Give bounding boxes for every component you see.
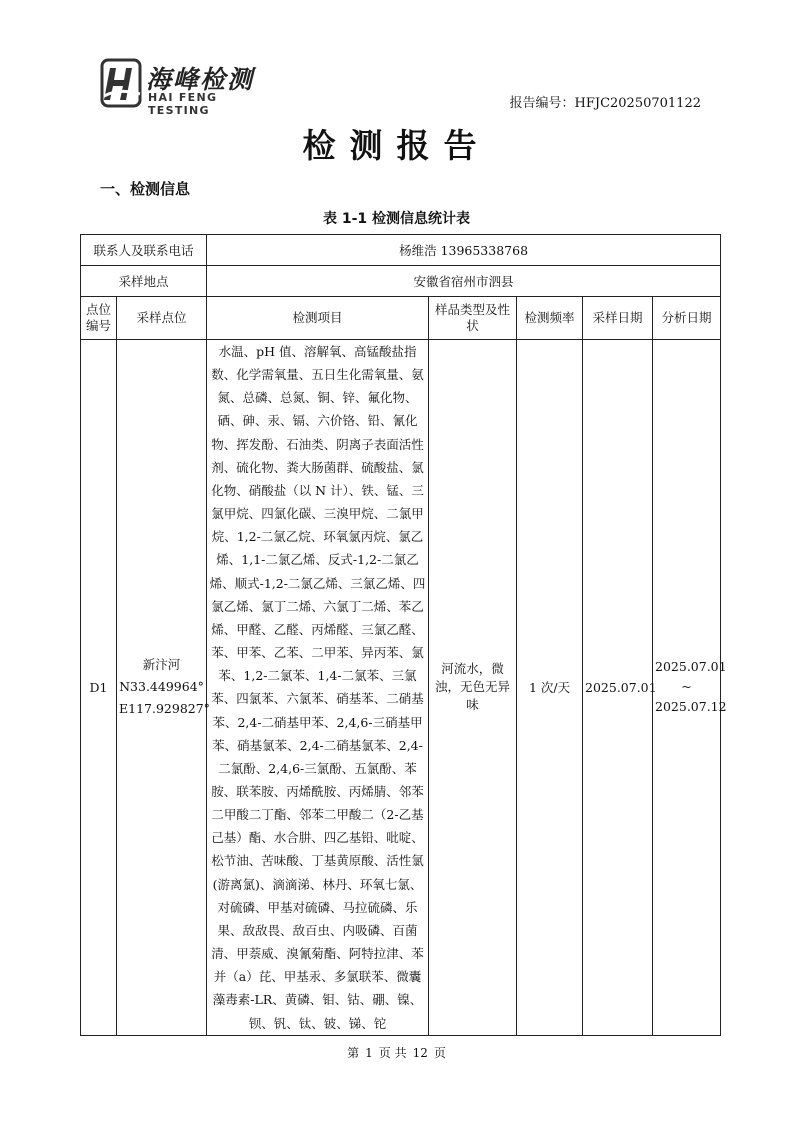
analysis-date-cell [653,340,727,1036]
col-analysis-date: 分析日期 [653,297,721,340]
col-sampling-point: 采样点位 [117,297,207,340]
sample-type-cell: 河流水，微浊，无色无异味 [429,340,517,1036]
company-logo [100,58,270,117]
page-prefix: 第 [347,1046,360,1060]
page-total: 12 [412,1046,428,1060]
location-row [81,266,721,297]
table-header-row [81,297,721,340]
col-sampling-date: 采样日期 [583,297,653,340]
detection-info-table [80,234,727,1036]
analysis-end: 2025.07.12 [655,699,727,715]
report-number-value: HFJC20250701122 [574,96,701,111]
point-latitude: N33.449964° [119,679,204,695]
sampling-point-cell [117,340,210,1036]
col-frequency: 检测频率 [517,297,583,340]
page-number: 1 [365,1046,373,1060]
contact-label: 联系人及联系电话 [81,235,207,266]
logo-chinese-text: 海峰检测 [146,65,255,94]
page-mid: 页 共 [378,1046,407,1060]
contact-row [81,235,721,266]
frequency-cell: 1 次/天 [517,340,583,1036]
point-name: 新汴河 [142,657,181,673]
page-footer [0,1044,793,1061]
haifeng-logo-icon [100,58,144,110]
location-value: 安徽省宿州市泗县 [207,266,721,297]
table-row [81,340,721,1036]
sampling-date-cell: 2025.07.01 [583,340,653,1036]
section-title: 一、检测信息 [100,180,191,198]
analysis-start: 2025.07.01 [655,659,727,675]
location-label: 采样地点 [81,266,207,297]
col-items: 检测项目 [207,297,429,340]
point-longitude: E117.929827° [119,701,210,717]
contact-value: 杨维浩 13965338768 [207,235,721,266]
col-point-no: 点位编号 [81,297,117,340]
table-caption: 表 1-1 检测信息统计表 [322,211,471,227]
page-title: 检测报告 [302,126,491,165]
page-suffix: 页 [433,1046,446,1060]
col-sample-type: 样品类型及性状 [429,297,517,340]
point-no-cell: D1 [81,340,117,1036]
analysis-separator: ~ [681,679,692,695]
report-number [509,92,701,111]
items-cell: 水温、pH 值、溶解氧、高锰酸盐指数、化学需氧量、五日生化需氧量、氨氮、总磷、总氮、铜、锌、氟化物、硒、砷、汞、镉、六价铬、铅、氰化物、挥发酚、石油类、阴离子表面活性剂、硫化物、粪大肠菌群、硫酸盐、氯化物、硝酸盐（以 N 计）、铁、锰、三氯甲烷、四氯化碳、三溴甲烷、二氯甲烷、1,2-二氯乙烷、环氧氯丙烷、氯乙烯、1,1-二氯乙烯、反式-1,2-二氯乙烯、顺式-1,2-二氯乙烯、三氯乙烯、四氯乙烯、氯丁二烯、六氯丁二烯、苯乙烯、甲醛、乙醛、丙烯醛、三氯乙醛、苯、甲苯、乙苯、二甲苯、异丙苯、氯苯、1,2-二氯苯、1,4-二氯苯、三氯苯、四氯苯、六氯苯、硝基苯、二硝基苯、2,4-二硝基甲苯、2,4,6-三硝基甲苯、硝基氯苯、2,4-二硝基氯苯、2,4-二氯酚、2,4,6-三氯酚、五氯酚、苯胺、联苯胺、丙烯酰胺、丙烯腈、邻苯二甲酸二丁酯、邻苯二甲酸二（2-乙基己基）酯、水合肼、四乙基铅、吡啶、松节油、苦味酸、丁基黄原酸、活性氯(游离氯)、滴滴涕、林丹、环氧七氯、对硫磷、甲基对硫磷、马拉硫磷、乐果、敌敌畏、敌百虫、内吸磷、百菌清、甲萘威、溴氰菊酯、阿特拉津、苯并（a）芘、甲基汞、多氯联苯、微囊藻毒素-LR、黄磷、钼、钴、硼、镍、钡、钒、钛、铍、锑、铊 [207,340,429,1036]
report-number-label: 报告编号： [509,96,575,111]
logo-english-text: HAI FENG TESTING [148,91,218,117]
